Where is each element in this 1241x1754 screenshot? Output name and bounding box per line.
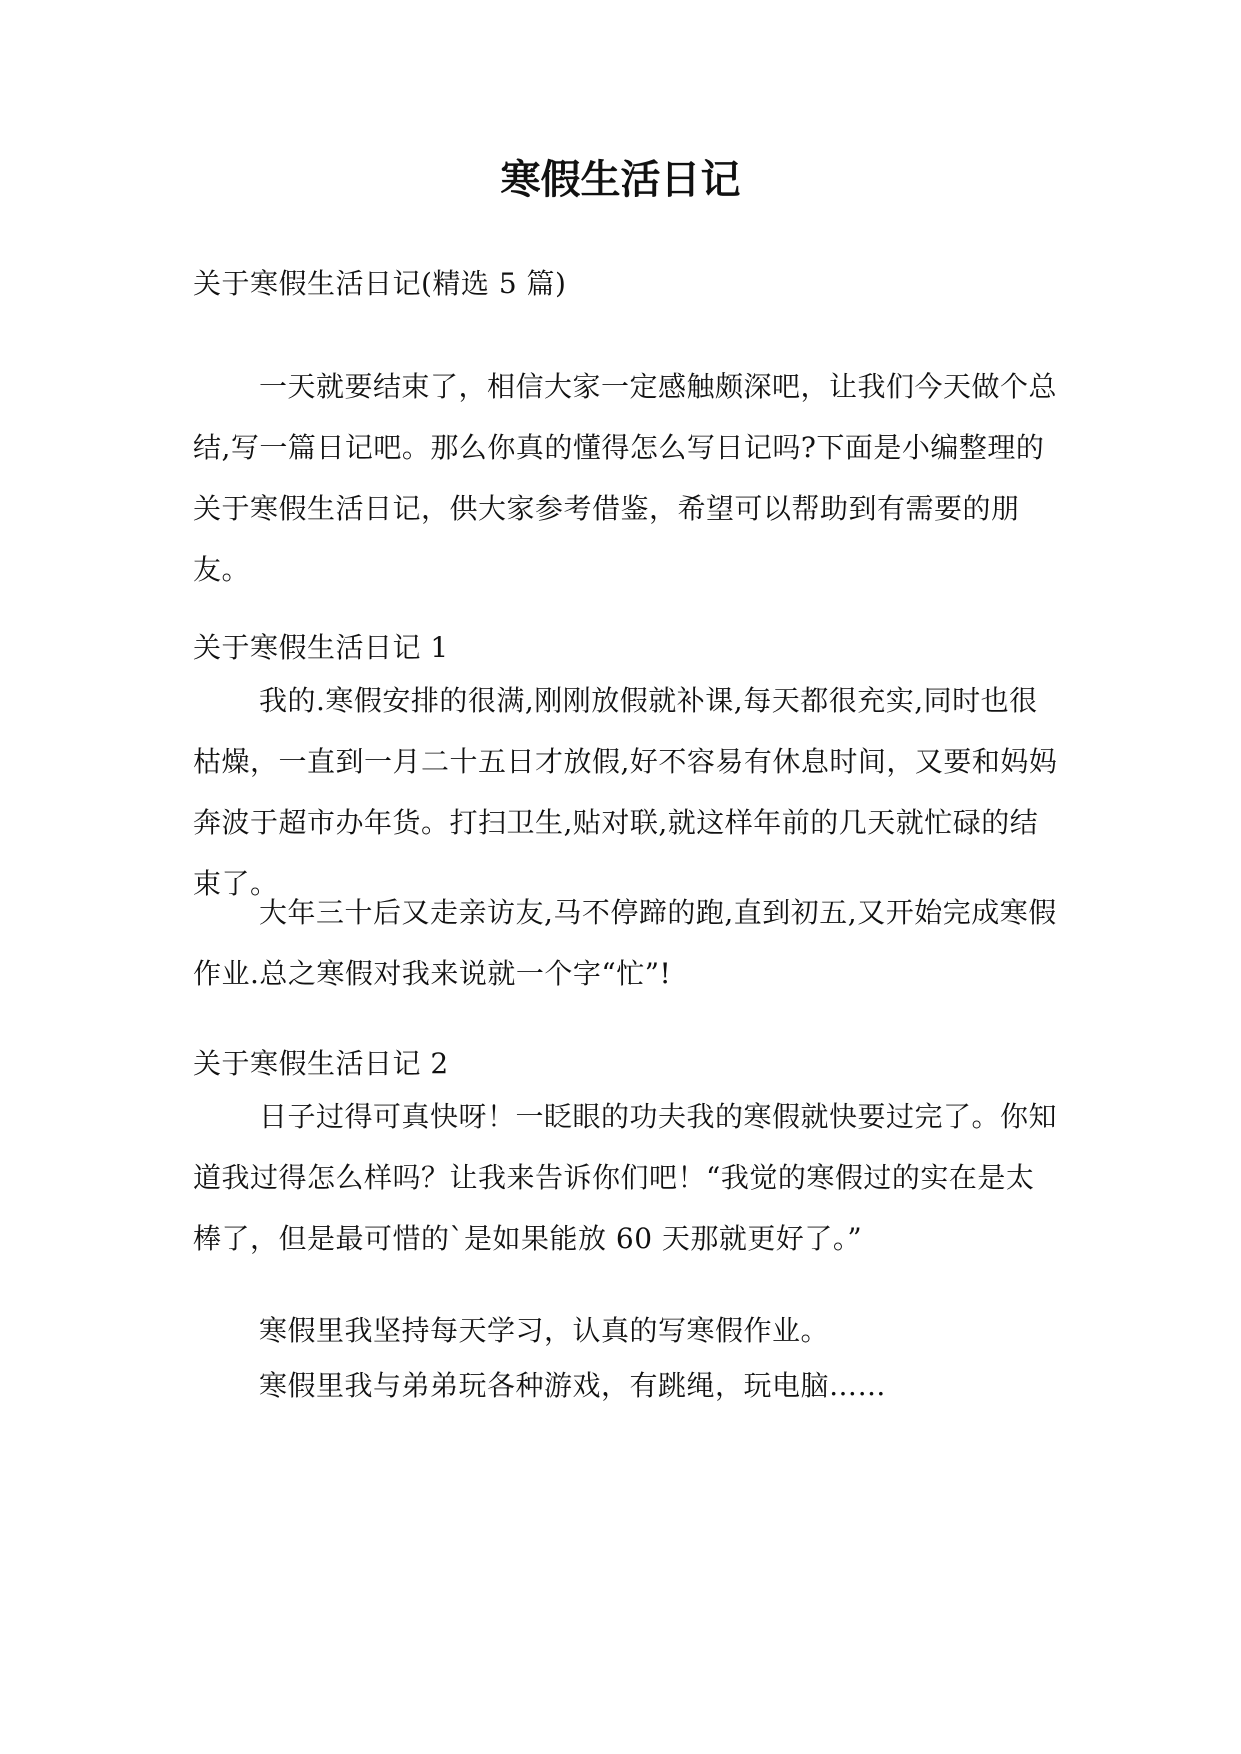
section-2-heading: 关于寒假生活日记 2 — [193, 1047, 449, 1080]
section-1-heading: 关于寒假生活日记 1 — [193, 631, 449, 664]
section-2-paragraph-1: 日子过得可真快呀！一眨眼的功夫我的寒假就快要过完了。你知道我过得怎么样吗？让我来告诉你们吧！“我觉的寒假过的实在是太棒了，但是最可惜的`是如果能放 60 天那就更好了。” — [193, 1100, 1058, 1255]
section-1-paragraph-2: 大年三十后又走亲访友,马不停蹄的跑,直到初五,又开始完成寒假作业.总之寒假对我来说就一个字“忙”! — [193, 896, 1057, 990]
document-title: 寒假生活日记 — [500, 157, 741, 203]
section-2-paragraph-3: 寒假里我与弟弟玩各种游戏，有跳绳，玩电脑…… — [259, 1369, 887, 1402]
section-1-paragraph-1: 我的.寒假安排的很满,刚刚放假就补课,每天都很充实,同时也很枯燥，一直到一月二十五日才放假,好不容易有休息时间，又要和妈妈奔波于超市办年货。打扫卫生,贴对联,就这样年前的几天就忙碌的结束了。 — [193, 684, 1058, 900]
intro-paragraph: 一天就要结束了，相信大家一定感触颇深吧，让我们今天做个总结,写一篇日记吧。那么你真的懂得怎么写日记吗?下面是小编整理的关于寒假生活日记，供大家参考借鉴，希望可以帮助到有需要的朋友。 — [193, 370, 1058, 586]
section-2-paragraph-2: 寒假里我坚持每天学习，认真的写寒假作业。 — [259, 1314, 830, 1347]
document-subtitle: 关于寒假生活日记(精选 5 篇) — [193, 267, 567, 300]
